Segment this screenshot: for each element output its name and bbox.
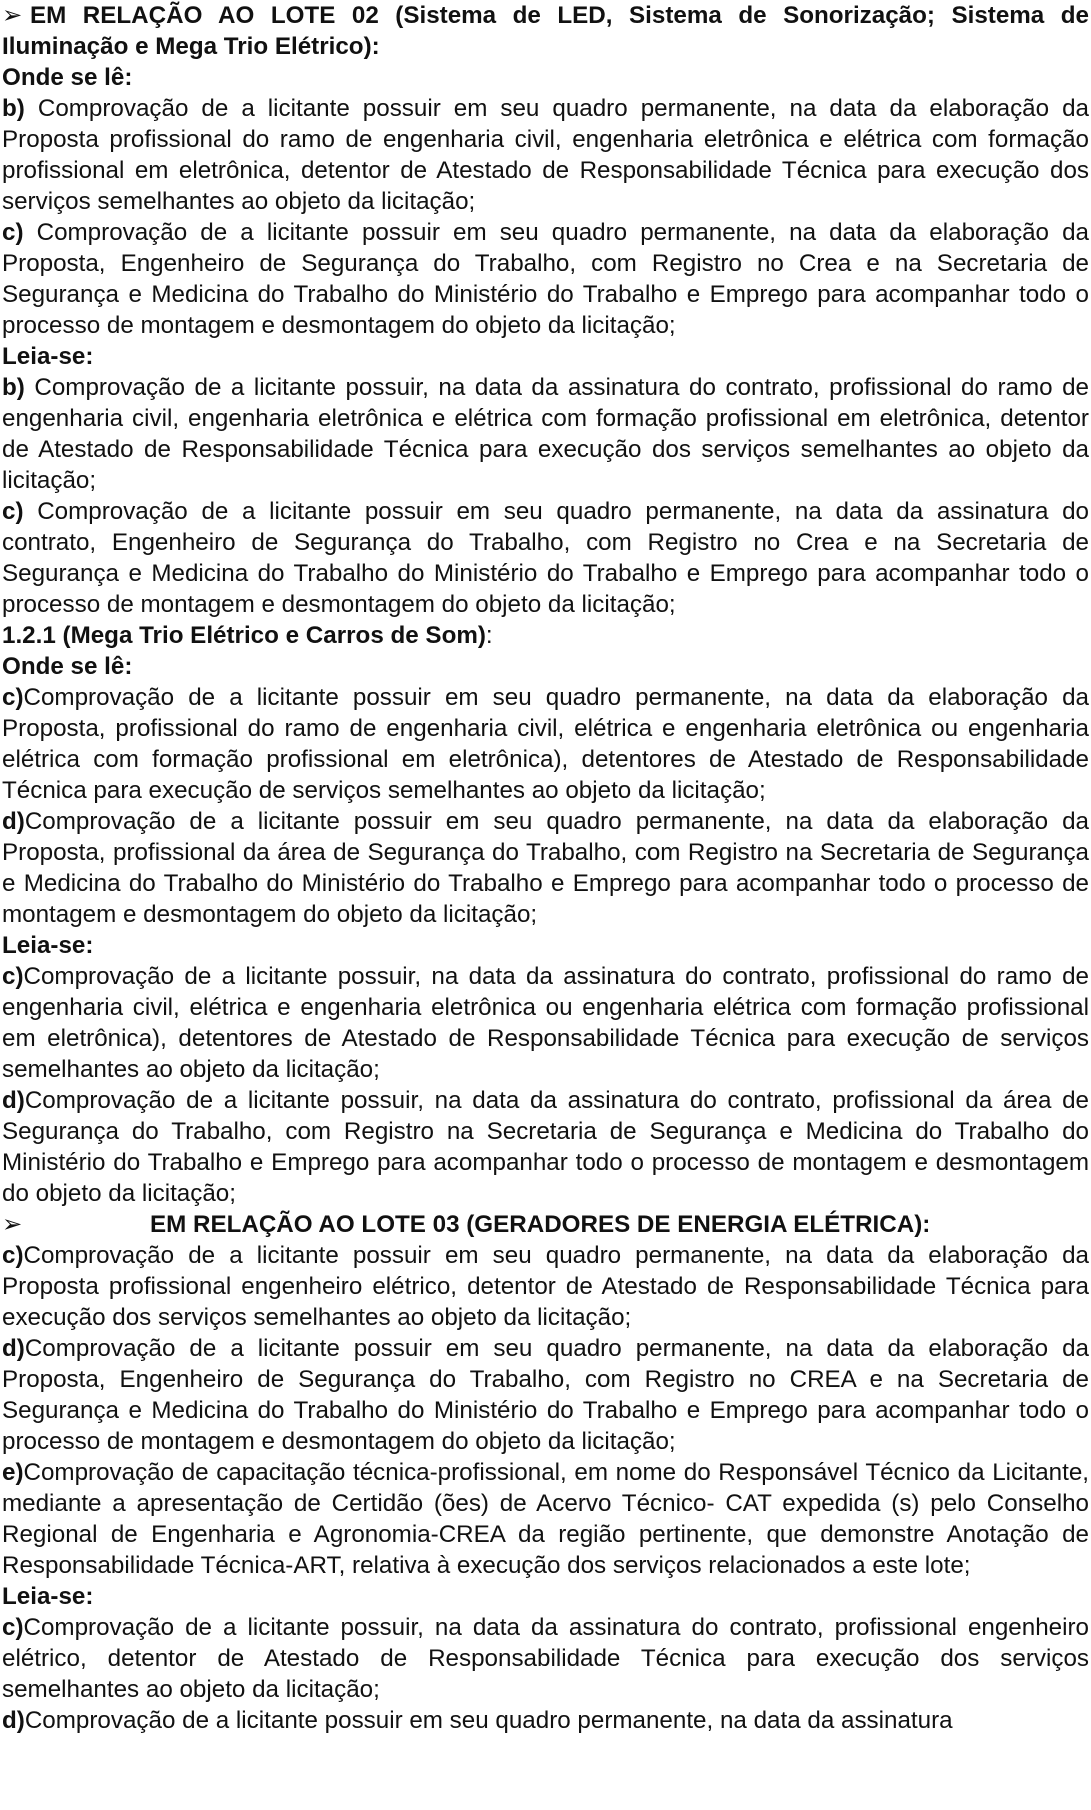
clause-text: Comprovação de a licitante possuir, na data da assinatura do contrato, profissional do ramo de engenharia civil, elétrica e engenharia eletrônica ou engenharia elétrica com formação profissional em eletrônica), detentores de Atestado de Responsabilidade Técnica para execução de serviços semelhantes ao objeto da licitação; <box>2 963 1089 1083</box>
leia-se-label: Leia-se: <box>2 932 94 959</box>
clause-text: Comprovação de a licitante possuir, na data da assinatura do contrato, profissional da área de Segurança do Trabalho, com Registro na Secretaria de Segurança e Medicina do Trabalho do Ministério do Trabalho e Emprego para acompanhar todo o processo de montagem e desmontagem do objeto da licitação; <box>2 1087 1089 1207</box>
clause-d <box>2 1085 1089 1209</box>
lote03-heading <box>2 1209 1089 1240</box>
clause-text: Comprovação de a licitante possuir em seu quadro permanente, na data da elaboração da Proposta, Engenheiro de Segurança do Trabalho, com Registro no CREA e na Secretaria de Segurança e Medicina do Trabalho do Ministério do Trabalho e Emprego para acompanhar todo o processo de montagem e desmontagem do objeto da licitação; <box>2 1335 1089 1455</box>
clause-letter: c) <box>2 684 24 711</box>
clause-text: Comprovação de capacitação técnica-profissional, em nome do Responsável Técnico da Licitante, mediante a apresentação de Certidão (ões) de Acervo Técnico- CAT expedida (s) pelo Conselho Regional de Engenharia e Agronomia-CREA da região pertinente, que demonstre Anotação de Responsabilidade Técnica-ART, relativa à execução dos serviços relacionados a este lote; <box>2 1459 1089 1579</box>
clause-b <box>2 372 1089 496</box>
onde-se-le-label: Onde se lê: <box>2 653 133 680</box>
clause-text: Comprovação de a licitante possuir em seu quadro permanente, na data da elaboração da Proposta, Engenheiro de Segurança do Trabalho, com Registro no Crea e na Secretaria de Segurança e Medicina do Trabalho do Ministério do Trabalho e Emprego para acompanhar todo o processo de montagem e desmontagem do objeto da licitação; <box>2 219 1089 339</box>
onde-se-le-label: Onde se lê: <box>2 64 133 91</box>
clause-b <box>2 93 1089 217</box>
clause-text: Comprovação de a licitante possuir em seu quadro permanente, na data da elaboração da Proposta, profissional da área de Segurança do Trabalho, com Registro na Secretaria de Segurança e Medicina do Trabalho do Ministério do Trabalho e Emprego para acompanhar todo o processo de montagem e desmontagem do objeto da licitação; <box>2 808 1089 928</box>
clause-d <box>2 806 1089 930</box>
clause-c <box>2 1612 1089 1705</box>
lote03-title: EM RELAÇÃO AO LOTE 03 (GERADORES DE ENERGIA ELÉTRICA): <box>150 1211 931 1238</box>
clause-text: Comprovação de a licitante possuir em seu quadro permanente, na data da elaboração da Proposta, profissional do ramo de engenharia civil, elétrica e engenharia eletrônica ou engenharia elétrica com formação profissional em eletrônica), detentores de Atestado de Responsabilidade Técnica para execução de serviços semelhantes ao objeto da licitação; <box>2 684 1089 804</box>
item-121-title: 1.2.1 (Mega Trio Elétrico e Carros de Som) <box>2 622 486 649</box>
clause-letter: c) <box>2 498 24 525</box>
clause-letter: c) <box>2 219 24 246</box>
clause-d <box>2 1333 1089 1457</box>
arrow-bullet-icon: ➢ <box>2 1211 23 1238</box>
item-121-colon: : <box>485 622 493 649</box>
clause-d <box>2 1705 1089 1736</box>
clause-letter: d) <box>2 1087 25 1114</box>
clause-letter: c) <box>2 1242 24 1269</box>
clause-e <box>2 1457 1089 1581</box>
clause-c <box>2 682 1089 806</box>
clause-c <box>2 961 1089 1085</box>
lote02-title: EM RELAÇÃO AO LOTE 02 (Sistema de LED, Sistema de Sonorização; Sistema de Iluminação e Mega Trio Elétrico): <box>2 2 1089 60</box>
clause-c <box>2 496 1089 620</box>
clause-letter: b) <box>2 95 25 122</box>
clause-letter: e) <box>2 1459 24 1486</box>
clause-c <box>2 1240 1089 1333</box>
clause-letter: c) <box>2 1614 24 1641</box>
clause-text: Comprovação de a licitante possuir em seu quadro permanente, na data da assinatura <box>24 1707 953 1734</box>
leia-se-label: Leia-se: <box>2 343 94 370</box>
clause-letter: d) <box>2 1707 25 1734</box>
arrow-bullet-icon: ➢ <box>2 2 23 29</box>
clause-c <box>2 217 1089 341</box>
clause-text: Comprovação de a licitante possuir, na data da assinatura do contrato, profissional do ramo de engenharia civil, engenharia eletrônica e elétrica com formação profissional em eletrônica, detentor de Atestado de Responsabilidade Técnica para execução dos serviços semelhantes ao objeto da licitação; <box>2 374 1089 494</box>
clause-letter: b) <box>2 374 25 401</box>
clause-text: Comprovação de a licitante possuir em seu quadro permanente, na data da elaboração da Proposta profissional engenheiro elétrico, detentor de Atestado de Responsabilidade Técnica para execução dos serviços semelhantes ao objeto da licitação; <box>2 1242 1089 1331</box>
clause-letter: c) <box>2 963 24 990</box>
clause-text: Comprovação de a licitante possuir em seu quadro permanente, na data da assinatura do contrato, Engenheiro de Segurança do Trabalho, com Registro no Crea e na Secretaria de Segurança e Medicina do Trabalho do Ministério do Trabalho e Emprego para acompanhar todo o processo de montagem e desmontagem do objeto da licitação; <box>2 498 1089 618</box>
leia-se-label: Leia-se: <box>2 1583 94 1610</box>
clause-letter: d) <box>2 808 25 835</box>
item-121-heading <box>2 620 1089 651</box>
clause-text: Comprovação de a licitante possuir em seu quadro permanente, na data da elaboração da Proposta profissional do ramo de engenharia civil, engenharia eletrônica e elétrica com formação profissional em eletrônica, detentor de Atestado de Responsabilidade Técnica para execução dos serviços semelhantes ao objeto da licitação; <box>2 95 1089 215</box>
lote02-heading <box>2 0 1089 62</box>
clause-letter: d) <box>2 1335 25 1362</box>
clause-text: Comprovação de a licitante possuir, na data da assinatura do contrato, profissional engenheiro elétrico, detentor de Atestado de Responsabilidade Técnica para execução dos serviços semelhantes ao objeto da licitação; <box>2 1614 1089 1703</box>
